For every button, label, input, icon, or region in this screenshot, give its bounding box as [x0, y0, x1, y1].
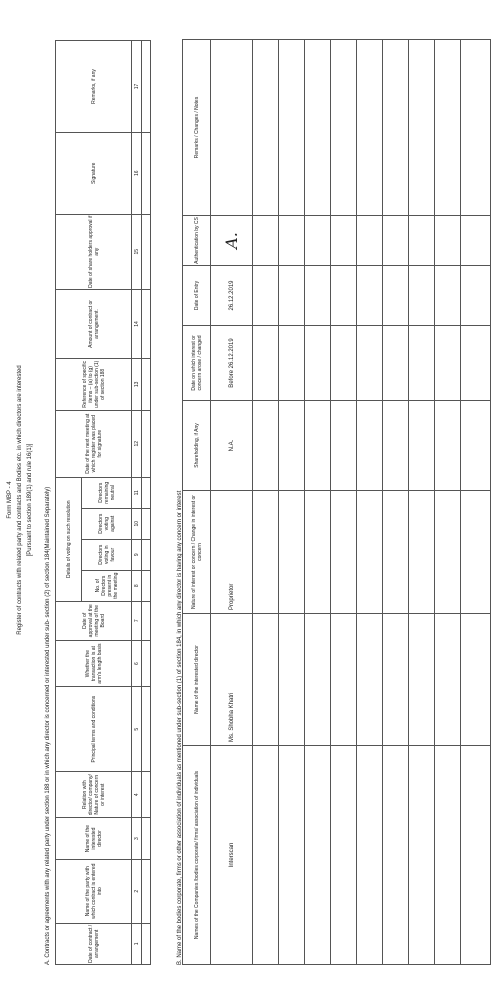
col-number: 3	[132, 818, 142, 859]
form-number: Form MBP - 4	[7, 481, 13, 519]
col-number: 11	[132, 477, 142, 508]
col-number: 2	[132, 859, 142, 923]
director-name-cell: Ms. Shobha Khatri	[211, 614, 253, 746]
col-number: 9	[132, 539, 142, 570]
col-shareholding: Shareholding, if Any	[183, 401, 211, 491]
col-principal-terms: Principal terms and conditions	[56, 687, 132, 772]
form-title: Register of contracts with related party and contracts and Bodies etc. in which directors are interested	[17, 365, 23, 635]
section-a-heading: A. Contracts or agreements with any related party under section 188 or in which any director is concerned or interested under sub- section (2) of section 184(Maintained Separately)	[45, 486, 51, 965]
col-number: 10	[132, 508, 142, 539]
interests-table	[182, 39, 491, 965]
col-directors-present: No. of Directors present in the meeting	[82, 570, 132, 601]
col-number: 16	[132, 132, 142, 214]
col-number: 8	[132, 570, 142, 601]
col-reference-items: Reference of specific items – (a) to (g) under sub-section (1) of section 188	[56, 359, 132, 411]
col-shareholder-approval: Date of share holders approval if any	[56, 214, 132, 289]
table-row	[211, 40, 253, 965]
col-party-name: Name of the party with which contract is entered into	[56, 859, 132, 923]
col-voting-favour: Directors voting in favour	[82, 539, 132, 570]
col-number: 1	[132, 923, 142, 964]
col-date-of-entry: Date of Entry	[183, 266, 211, 326]
col-number: 4	[132, 771, 142, 817]
col-voting-details: Details of voting on such resolution	[56, 477, 82, 601]
col-next-meeting-date: Date of the next meeting at which register was placed for signature	[56, 410, 132, 477]
col-number: 17	[132, 41, 142, 133]
col-date-of-contract: Date of contract / arrangement	[56, 923, 132, 964]
col-remarks: Remarks, if any	[56, 41, 132, 133]
remarks-cell	[211, 40, 253, 216]
col-number: 13	[132, 359, 142, 411]
company-name-cell: Interscan	[211, 746, 253, 965]
col-nature-of-interest: Nature of interest or concern / Change in interest or concern	[183, 491, 211, 614]
col-number: 7	[132, 601, 142, 640]
cs-signature: A.	[211, 216, 253, 266]
contracts-table	[55, 40, 151, 965]
col-number: 12	[132, 410, 142, 477]
col-authentication: Authentication by CS	[183, 216, 211, 266]
col-amount: Amount of contract or arrangement.	[56, 289, 132, 358]
section-b-heading: B. Name of the bodies corporate, firms or other association of individuals as mentioned under sub-section (1) of section 184, in which any director is having any concern or interest	[177, 490, 183, 965]
col-number: 5	[132, 687, 142, 772]
form-subtitle: [Pursuant to section 189(1) and rule 16(1)]	[27, 443, 33, 557]
col-interested-director: Name of the interested director	[56, 818, 132, 859]
col-remaining-neutral: Directors remaining neutral	[82, 477, 132, 508]
col-number: 6	[132, 640, 142, 686]
col-board-approval-date: Date of approval at the meeting of the Board	[56, 601, 132, 640]
date-of-entry-cell: 26.12.2019	[211, 266, 253, 326]
col-relation: Relation with director/ company/ Nature of concern or interest	[56, 771, 132, 817]
col-number: 14	[132, 289, 142, 358]
col-date-interest-arose: Date on which interest or concern arose / changed	[183, 326, 211, 401]
col-signature: Signature	[56, 132, 132, 214]
col-remarks: Remarks / Changes / Notes	[183, 40, 211, 216]
nature-of-interest-cell: Proprietor	[211, 491, 253, 614]
col-company-name: Names of the Companies /bodies corporate/ firms/ association of individuals	[183, 746, 211, 965]
shareholding-cell: N.A.	[211, 401, 253, 491]
col-voting-against: Directors voting against	[82, 508, 132, 539]
date-interest-arose-cell: Before 26.12.2019	[211, 326, 253, 401]
col-number: 15	[132, 214, 142, 289]
col-interested-director: Name of the interested director	[183, 614, 211, 746]
col-arms-length: Whether the transaction is at arm's length basis	[56, 640, 132, 686]
